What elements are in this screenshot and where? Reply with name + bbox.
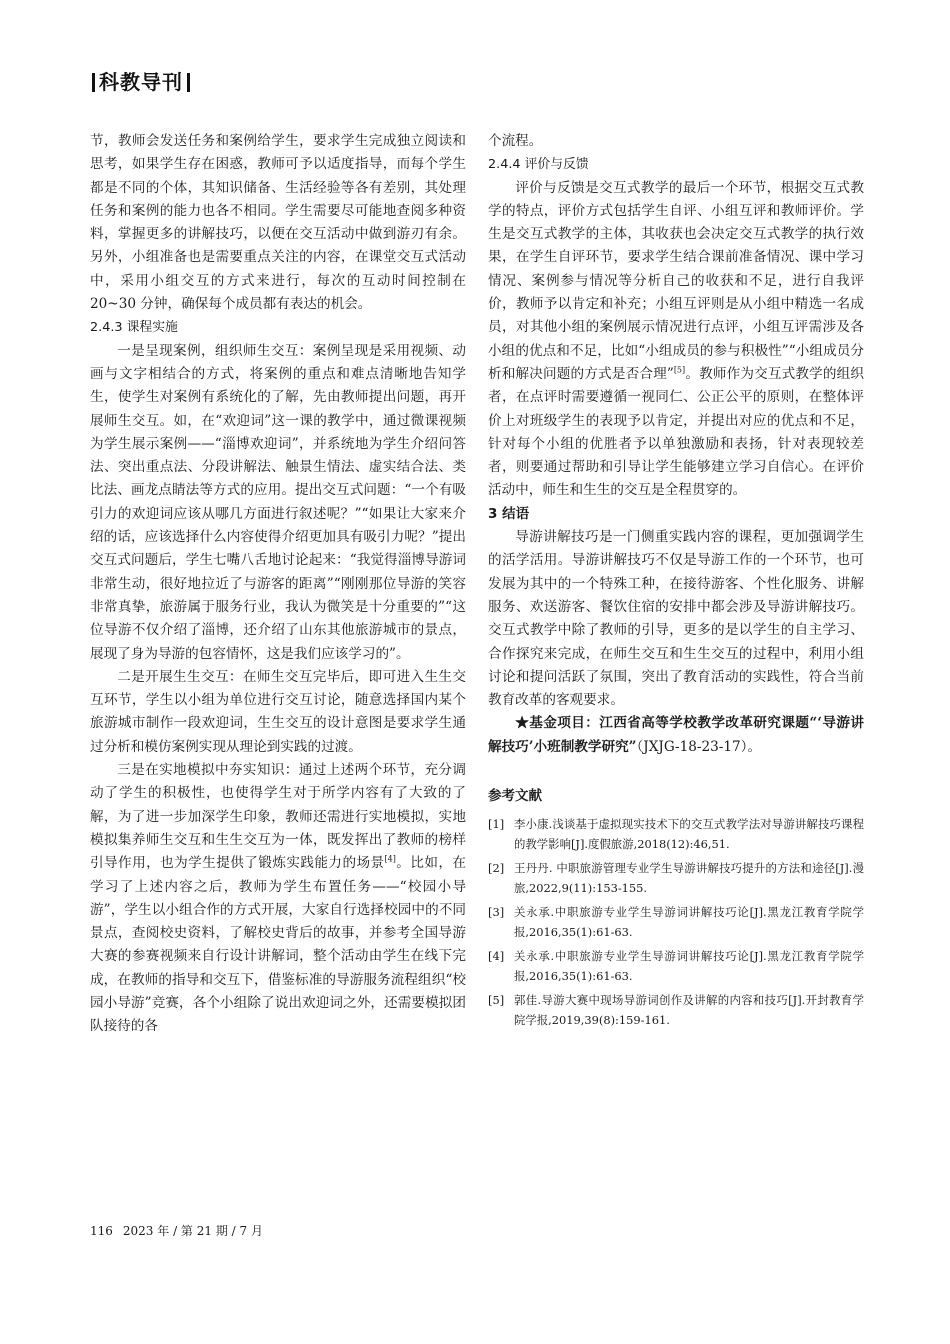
reference-list	[488, 814, 864, 1030]
reference-item	[488, 814, 864, 854]
paragraph	[488, 177, 864, 503]
reference-number: [3]	[488, 905, 505, 920]
paragraph: 导游讲解技巧是一门侧重实践内容的课程，更加强调学生的活学活用。导游讲解技巧不仅是导游工作的一个环节，也可发展为其中的一个特殊工种，在接待游客、个性化服务、讲解服务、欢送游客、餐饮住宿的安排中都会涉及导游讲解技巧。交互式教学中除了教师的引导，更多的是以学生的自主学习、合作探究来完成，在师生交互和生生交互的过程中，利用小组讨论和提问活跃了氛围，突出了教育活动的实践性，符合当前教育改革的客观要求。	[488, 529, 864, 709]
paragraph-text: 。比如，在学习了上述内容之后，教师为学生布置任务——“校园小导游”，学生以小组合作的方式开展，大家自行选择校园中的不同景点，查阅校史资料，了解校史背后的故事，并参考全国导游大赛的参赛视频来自行设计讲解词，整个活动由学生在线下完成，在教师的指导和交互下，借鉴标准的导游服务流程组织“校园小导游”竞赛，各个小组除了说出欢迎词之外，还需要模拟团队接待的各	[90, 855, 467, 1035]
reference-number: [5]	[488, 993, 505, 1008]
reference-item	[488, 990, 864, 1030]
section-heading-2-4-3: 2.4.3 课程实施	[90, 320, 178, 336]
references-heading: 参考文献	[488, 788, 542, 805]
page-number: 116	[90, 1224, 113, 1238]
journal-title	[88, 66, 194, 95]
reference-text: 王丹丹. 中职旅游管理专业学生导游讲解技巧提升的方法和途径[J].漫旅,2022,9(11):153-155.	[514, 861, 864, 896]
fund-code: （JXJG-18-23-17）。	[636, 738, 762, 755]
paragraph-text: 三是在实地模拟中夯实知识：通过上述两个环节，充分调动了学生的积极性，也使得学生对于所学内容有了大致的了解，为了进一步加深学生印象，教师还需进行实地模拟，实地模拟集养师生交互和生生交互为一体，既发挥出了教师的榜样引导作用，也为学生提供了锻炼实践能力的场景	[90, 762, 466, 872]
citation-4: [4]	[384, 854, 396, 864]
paragraph: 个流程。	[488, 133, 543, 149]
reference-number: [2]	[488, 861, 505, 876]
citation-5: [5]	[673, 365, 686, 375]
page-footer	[90, 1222, 263, 1239]
journal-name: 科教导刊	[99, 70, 183, 94]
section-heading-conclusion: 3 结语	[488, 505, 530, 522]
paragraph: 二是开展生生交互：在师生交互完毕后，即可进入生生交互环节，学生以小组为单位进行交互讨论，随意选择国内某个旅游城市制作一段欢迎词，生生交互的设计意图是要求学生通过分析和模仿案例实现从理论到实践的过渡。	[90, 668, 466, 755]
reference-number: [4]	[488, 949, 505, 964]
title-bar-left	[92, 73, 95, 92]
paragraph-text: 。教师作为交互式教学的组织者，在点评时需要遵循一视同仁、公正公平的原则，在整体评价上对班级学生的表现予以肯定，并提出对应的优点和不足，针对每个小组的优胜者予以单独激励和表扬，针对表现较差者，则要通过帮助和引导让学生能够建立学习自信心。在评价活动中，师生和生生的交互是全程贯穿的。	[488, 365, 865, 499]
reference-item	[488, 858, 864, 898]
reference-text: 李小康.浅谈基于虚拟现实技术下的交互式教学法对导游讲解技巧课程的教学影响[J].度假旅游,2018(12):46,51.	[514, 817, 864, 852]
reference-item	[488, 902, 864, 942]
reference-text: 关永承.中职旅游专业学生导游词讲解技巧论[J].黑龙江教育学院学报,2016,35(1):61-63.	[514, 949, 864, 984]
reference-text: 郭佳.导游大赛中现场导游词创作及讲解的内容和技巧[J].开封教育学院学报,2019,39(8):159-161.	[514, 993, 864, 1028]
paragraph	[90, 759, 466, 1039]
reference-item	[488, 946, 864, 986]
section-heading-2-4-4: 2.4.4 评价与反馈	[488, 157, 589, 173]
issue-info: 2023 年 / 第 21 期 / 7 月	[122, 1224, 263, 1238]
reference-text: 关永承.中职旅游专业学生导游词讲解技巧论[J].黑龙江教育学院学报,2016,35(1):61-63.	[514, 905, 864, 940]
right-column	[488, 130, 864, 1034]
left-column	[90, 130, 466, 1039]
fund-note	[488, 712, 864, 759]
paragraph-text: 评价与反馈是交互式教学的最后一个环节，根据交互式教学的特点，评价方式包括学生自评、小组互评和教师评价。学生是交互式教学的主体，其收获也会决定交互式教学的执行效果，在学生自评环节，要求学生结合课前准备情况、课中学习情况、案例参与情况等分析自己的收获和不足，进行自我评价，教师予以肯定和补充；小组互评则是从小组中精选一名成员，对其他小组的案例展示情况进行点评，小组互评需涉及各小组的优点和不足，比如“小组成员的参与积极性”“小组成员分析和解决问题的方式是否合理”	[488, 179, 864, 382]
reference-number: [1]	[488, 817, 505, 832]
fund-label: ★基金项目：江西省高等学校教学改革研究课题“‘导游讲解技巧’小班制教学研究”	[488, 715, 864, 755]
title-bar-right	[187, 73, 190, 92]
paragraph: 节，教师会发送任务和案例给学生，要求学生完成独立阅读和思考，如果学生存在困惑，教师可予以适度指导，而每个学生都是不同的个体，其知识储备、生活经验等各有差别，其处理任务和案例的能力也各不相同。学生需要尽可能地查阅多种资料，掌握更多的讲解技巧，以便在交互活动中做到游刃有余。另外，小组准备也是需要重点关注的内容，在课堂交互式活动中，采用小组交互的方式来进行，每次的互动时间控制在 20~30 分钟，确保每个成员都有表达的机会。	[90, 133, 466, 313]
paragraph: 一是呈现案例，组织师生交互：案例呈现是采用视频、动画与文字相结合的方式，将案例的重点和难点清晰地告知学生，使学生对案例有系统化的了解，先由教师提出问题，再开展师生交互。如，在“欢迎词”这一课的教学中，通过微课视频为学生展示案例——“淄博欢迎词”，并系统地为学生介绍问答法、突出重点法、分段讲解法、触景生情法、虚实结合法、类比法、画龙点睛法等方式的应用。提出交互式问题：“一个有吸引力的欢迎词应该从哪几方面进行叙述呢？”“如果让大家来介绍的话，应该选择什么内容使得介绍更加具有吸引力呢？”提出交互式问题后，学生七嘴八舌地讨论起来：“我觉得淄博导游词非常生动，很好地拉近了与游客的距离”“刚刚那位导游的笑容非常真挚，旅游属于服务行业，我认为微笑是十分重要的”“这位导游不仅介绍了淄博，还介绍了山东其他旅游城市的景点，展现了身为导游的包容情怀，这是我们应该学习的”。	[90, 342, 466, 662]
